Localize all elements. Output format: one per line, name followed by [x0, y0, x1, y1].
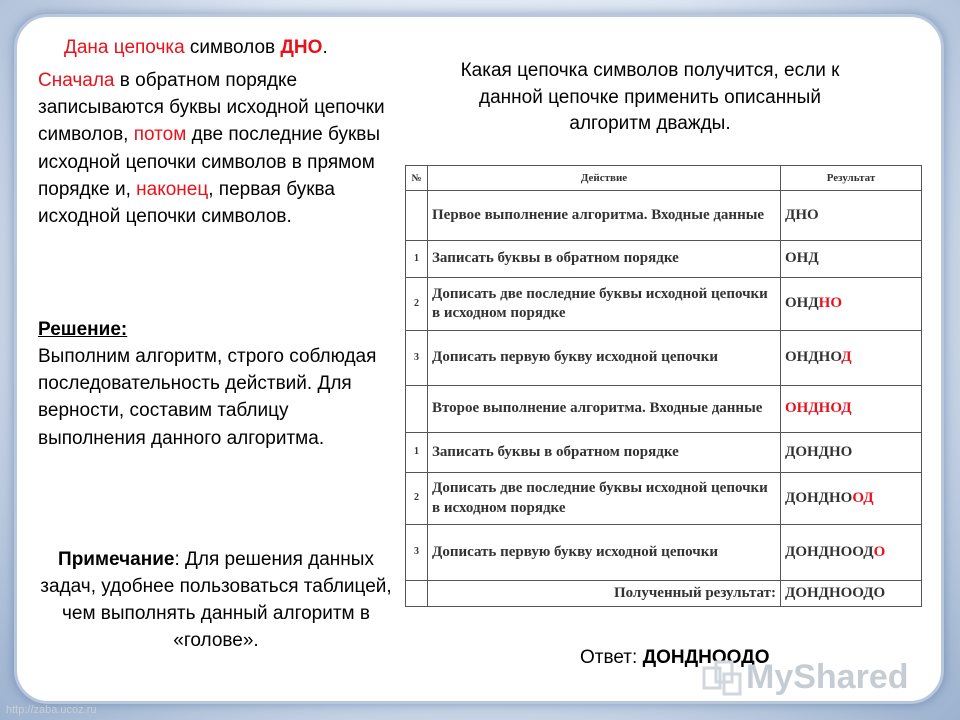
summary-value: ДОНДНООДО	[781, 581, 922, 607]
question-text: Какая цепочка символов получится, если к данной цепочке применить описанный алгоритм дважды.	[460, 60, 840, 135]
step-result	[781, 191, 922, 241]
solution-heading: Решение:	[38, 319, 128, 340]
step-number: 1	[406, 241, 428, 278]
table-row	[406, 241, 922, 278]
result-part: ОД	[852, 489, 874, 506]
step-number: 3	[406, 525, 428, 581]
result-part: ДОНДНООД	[785, 543, 874, 560]
table-row	[406, 191, 922, 241]
step-number: 3	[406, 331, 428, 386]
result-part: ОНД	[785, 295, 819, 312]
step-action: Записать буквы в обратном порядке	[428, 433, 781, 473]
result-part: ДОНДНО	[785, 443, 853, 460]
result-part: Д	[841, 349, 852, 366]
watermark-logo-icon	[702, 660, 742, 696]
task-line-run: .	[322, 37, 328, 58]
step-action: Дописать две последние буквы исходной цепочки в исходном порядке	[428, 278, 781, 331]
result-part: ОНДНО	[785, 349, 842, 366]
step-result	[781, 241, 922, 278]
step-action: Второе выполнение алгоритма. Входные данные	[428, 386, 781, 433]
algorithm-run: наконец	[136, 178, 209, 200]
step-result	[781, 473, 922, 525]
step-number: 2	[406, 473, 428, 525]
table-row	[406, 473, 922, 525]
step-action: Дописать первую букву исходной цепочки	[428, 525, 781, 581]
note-block	[36, 546, 396, 655]
algorithm-description	[38, 67, 408, 230]
algorithm-table	[405, 165, 922, 607]
step-result	[781, 386, 922, 433]
algorithm-run: две последние буквы исходной цепочки символов в прямом порядке и,	[38, 124, 381, 200]
note-body: : Для решения данных задач, удобнее пользоваться таблицей, чем выполнять данный алгоритм в «голове».	[40, 549, 392, 652]
step-number	[406, 191, 428, 241]
step-action: Записать буквы в обратном порядке	[428, 241, 781, 278]
source-url-watermark: http://zaba.ucoz.ru	[6, 704, 97, 716]
summary-label: Полученный результат:	[428, 581, 781, 607]
step-number	[406, 581, 428, 607]
table-row	[406, 331, 922, 386]
step-result	[781, 278, 922, 331]
algorithm-run: в обратном порядке записываются буквы исходной цепочки символов,	[38, 70, 385, 146]
note-label: Примечание	[58, 549, 175, 570]
header-number: №	[406, 166, 428, 191]
header-result: Результат	[781, 166, 922, 191]
table-row	[406, 386, 922, 433]
step-result	[781, 433, 922, 473]
table-header-row	[406, 166, 922, 191]
result-part: ДОНДНО	[785, 489, 853, 506]
table-row	[406, 525, 922, 581]
step-result	[781, 525, 922, 581]
solution-block	[38, 316, 383, 452]
watermark-text: MyShared	[746, 658, 909, 696]
step-action: Первое выполнение алгоритма. Входные данные	[428, 191, 781, 241]
answer-label: Ответ:	[580, 647, 643, 668]
header-action: Действие	[428, 166, 781, 191]
result-part: О	[873, 543, 886, 560]
task-line	[64, 34, 408, 61]
algorithm-run: потом	[133, 124, 187, 146]
answer-value: ДОНДНООДО	[642, 647, 770, 668]
step-number: 2	[406, 278, 428, 331]
step-result	[781, 331, 922, 386]
table-summary-row	[406, 581, 922, 607]
algorithm-run: , первая буква исходной цепочки символов.	[38, 178, 335, 227]
algorithm-run: Сначала	[38, 70, 115, 92]
table-row	[406, 278, 922, 331]
task-line-run: символов	[184, 37, 281, 58]
task-line-run: ДНО	[280, 37, 323, 58]
table-body	[406, 191, 922, 607]
step-action: Дописать первую букву исходной цепочки	[428, 331, 781, 386]
table-row	[406, 433, 922, 473]
step-number	[406, 386, 428, 433]
solution-body: Выполним алгоритм, строго соблюдая последовательность действий. Для верности, составим таблицу выполнения данного алгоритма.	[38, 346, 377, 449]
task-line-run: Дана цепочка	[64, 37, 185, 58]
result-part: ОНД	[785, 250, 819, 267]
step-action: Дописать две последние буквы исходной цепочки в исходном порядке	[428, 473, 781, 525]
result-part: НО	[818, 295, 842, 312]
step-number: 1	[406, 433, 428, 473]
task-statement	[38, 34, 408, 230]
result-part: ОНДНОД	[785, 400, 852, 417]
result-part: ДНО	[785, 206, 819, 223]
